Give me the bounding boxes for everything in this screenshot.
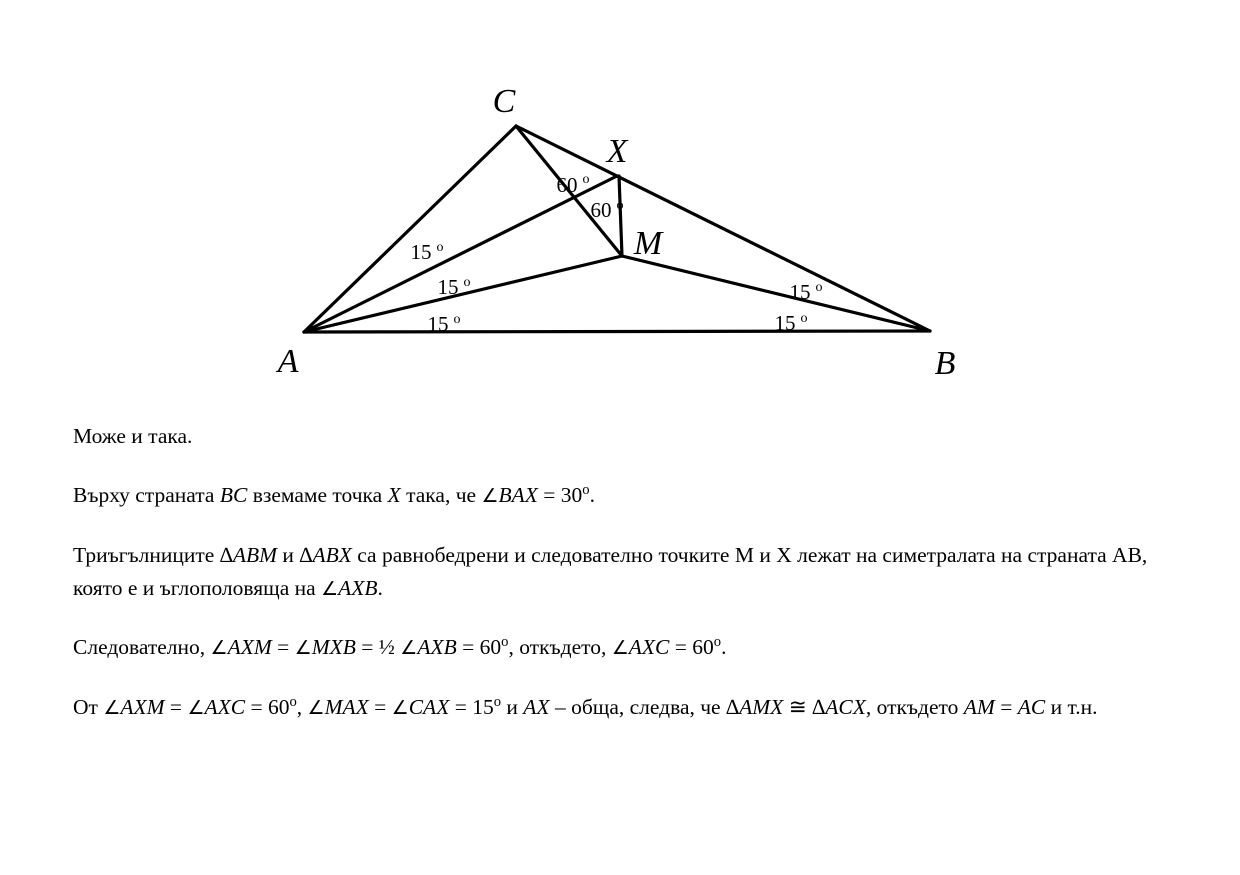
triangle-symbol-icon-3: ∆ bbox=[725, 694, 740, 719]
segment-AB bbox=[304, 331, 930, 332]
p5-angle-axm: AXM bbox=[120, 694, 165, 719]
angle-a-15-lower-unit: o bbox=[453, 312, 461, 327]
p5-seg-c: = 60 bbox=[245, 694, 290, 719]
vertex-label-X: X bbox=[606, 133, 628, 170]
p5-triangle-acx: ACX bbox=[825, 694, 866, 719]
p2-degree-sign: o bbox=[582, 482, 590, 499]
p5-seg-b: = bbox=[164, 694, 188, 719]
p3-seg-a: Триъгълниците bbox=[73, 542, 220, 567]
p4-seg-d: = 60 bbox=[456, 635, 502, 660]
angle-x-60-upper-unit: o bbox=[582, 172, 590, 187]
p5-seg-g: и bbox=[501, 694, 524, 719]
segment-AC bbox=[304, 126, 516, 332]
p5-seg-d: , bbox=[296, 694, 308, 719]
p5-degree-sign-1: o bbox=[289, 693, 297, 710]
p3-angle-axb: AXB bbox=[338, 575, 378, 600]
angle-a-15-lower-value: 15 bbox=[427, 312, 449, 336]
angle-symbol-icon-3: ∠ bbox=[210, 637, 228, 660]
angle-symbol-icon-9: ∠ bbox=[307, 696, 325, 719]
angle-x-60-lower-value: 60 bbox=[590, 198, 612, 222]
p5-seg-l: и т.н. bbox=[1045, 694, 1098, 719]
p4-seg-f: = 60 bbox=[669, 635, 714, 660]
p3-triangle-abx: ABX bbox=[312, 542, 352, 567]
angle-symbol-icon-6: ∠ bbox=[611, 637, 629, 660]
triangle-symbol-icon-4: ∆ bbox=[812, 694, 826, 719]
p4-seg-g: . bbox=[721, 635, 727, 660]
p2-angle-bax: BAX bbox=[498, 483, 538, 508]
p4-seg-b: = bbox=[271, 635, 295, 660]
p4-angle-axb: AXB bbox=[417, 635, 457, 660]
proof-p1-text: Може и така. bbox=[73, 424, 193, 448]
segment-XM bbox=[616, 176, 624, 256]
p2-side-bc: BC bbox=[219, 483, 248, 508]
p5-angle-max: MAX bbox=[324, 694, 369, 719]
p4-angle-axm: AXM bbox=[227, 635, 272, 660]
p2-seg-d: = 30 bbox=[537, 483, 583, 508]
p4-angle-mxb: MXB bbox=[311, 635, 356, 660]
p5-seg-e: = bbox=[368, 694, 392, 719]
angle-x-60-upper-value: 60 bbox=[556, 173, 578, 197]
proof-paragraph-1 bbox=[73, 420, 1173, 453]
p5-segment-ac: AC bbox=[1017, 694, 1046, 719]
p4-angle-axc: AXC bbox=[628, 635, 670, 660]
p5-angle-axc: AXC bbox=[204, 694, 246, 719]
angle-symbol-icon-2: ∠ bbox=[321, 577, 339, 600]
angle-a-15-middle-value: 15 bbox=[437, 275, 459, 299]
geometry-figure bbox=[0, 0, 1240, 400]
angle-b-15-upper-unit: o bbox=[815, 280, 823, 295]
p5-seg-a: От bbox=[73, 694, 104, 719]
p4-seg-c: = ½ bbox=[355, 635, 401, 660]
p3-seg-b: и bbox=[277, 542, 300, 567]
angle-a-15-middle-unit: o bbox=[463, 275, 471, 290]
proof-paragraph-5 bbox=[73, 691, 1173, 724]
angle-b-15-lower-unit: o bbox=[800, 311, 808, 326]
p2-seg-c: така, че bbox=[400, 483, 482, 508]
proof-paragraph-2 bbox=[73, 479, 1173, 512]
p5-seg-h: – обща, следва, че bbox=[549, 694, 726, 719]
triangle-symbol-icon-1: ∆ bbox=[219, 542, 233, 567]
p4-seg-e: , откъдето, bbox=[508, 635, 612, 660]
p3-seg-d: . bbox=[377, 575, 383, 600]
angle-symbol-icon-4: ∠ bbox=[294, 637, 312, 660]
p3-seg-c: са равнобедрени и следователно точките М и Х лежат на симетралата на страната АВ, която е и ъглополовяща на bbox=[73, 542, 1148, 600]
angle-symbol-icon-7: ∠ bbox=[103, 696, 121, 719]
p5-segment-am: AM bbox=[963, 694, 995, 719]
proof-paragraph-3 bbox=[73, 539, 1173, 606]
angle-x-60-lower-unit: o bbox=[616, 198, 624, 213]
p4-degree-sign-1: o bbox=[501, 634, 509, 651]
p5-segment-ax: AX bbox=[523, 694, 550, 719]
vertex-label-C: C bbox=[492, 83, 516, 120]
segment-AM bbox=[304, 256, 622, 332]
angle-symbol-icon-5: ∠ bbox=[400, 637, 418, 660]
proof-text bbox=[73, 420, 1173, 724]
segment-CB bbox=[516, 126, 930, 331]
angle-a-15-upper-unit: o bbox=[436, 240, 444, 255]
p5-seg-k: = bbox=[994, 694, 1018, 719]
angle-a-15-upper-value: 15 bbox=[410, 240, 432, 264]
angle-symbol-icon: ∠ bbox=[481, 485, 499, 508]
angle-symbol-icon-10: ∠ bbox=[391, 696, 409, 719]
geometry-svg bbox=[0, 0, 1240, 400]
p2-seg-b: вземаме точка bbox=[247, 483, 388, 508]
triangle-symbol-icon-2: ∆ bbox=[299, 542, 313, 567]
p5-seg-j: , откъдето bbox=[865, 694, 964, 719]
angle-label-group bbox=[411, 172, 823, 336]
angle-b-15-upper-value: 15 bbox=[789, 280, 811, 304]
p5-angle-cax: CAX bbox=[408, 694, 450, 719]
vertex-label-B: B bbox=[934, 345, 956, 382]
angle-b-15-lower-value: 15 bbox=[774, 311, 796, 335]
segment-AX bbox=[304, 176, 617, 332]
proof-paragraph-4 bbox=[73, 631, 1173, 664]
p2-seg-a: Върху страната bbox=[73, 483, 220, 508]
p2-seg-e: . bbox=[589, 483, 595, 508]
angle-symbol-icon-8: ∠ bbox=[187, 696, 205, 719]
p5-seg-f: = 15 bbox=[449, 694, 494, 719]
p5-triangle-amx: AMX bbox=[739, 694, 784, 719]
p2-point-x: X bbox=[387, 483, 401, 508]
vertex-label-M: M bbox=[633, 225, 663, 262]
congruent-symbol-icon: ≅ bbox=[783, 694, 813, 719]
p5-degree-sign-2: o bbox=[493, 693, 502, 710]
vertex-label-A: A bbox=[277, 343, 299, 380]
p4-seg-a: Следователно, bbox=[73, 635, 211, 660]
p3-triangle-abm: ABM bbox=[232, 542, 278, 567]
p4-degree-sign-2: o bbox=[713, 634, 722, 651]
